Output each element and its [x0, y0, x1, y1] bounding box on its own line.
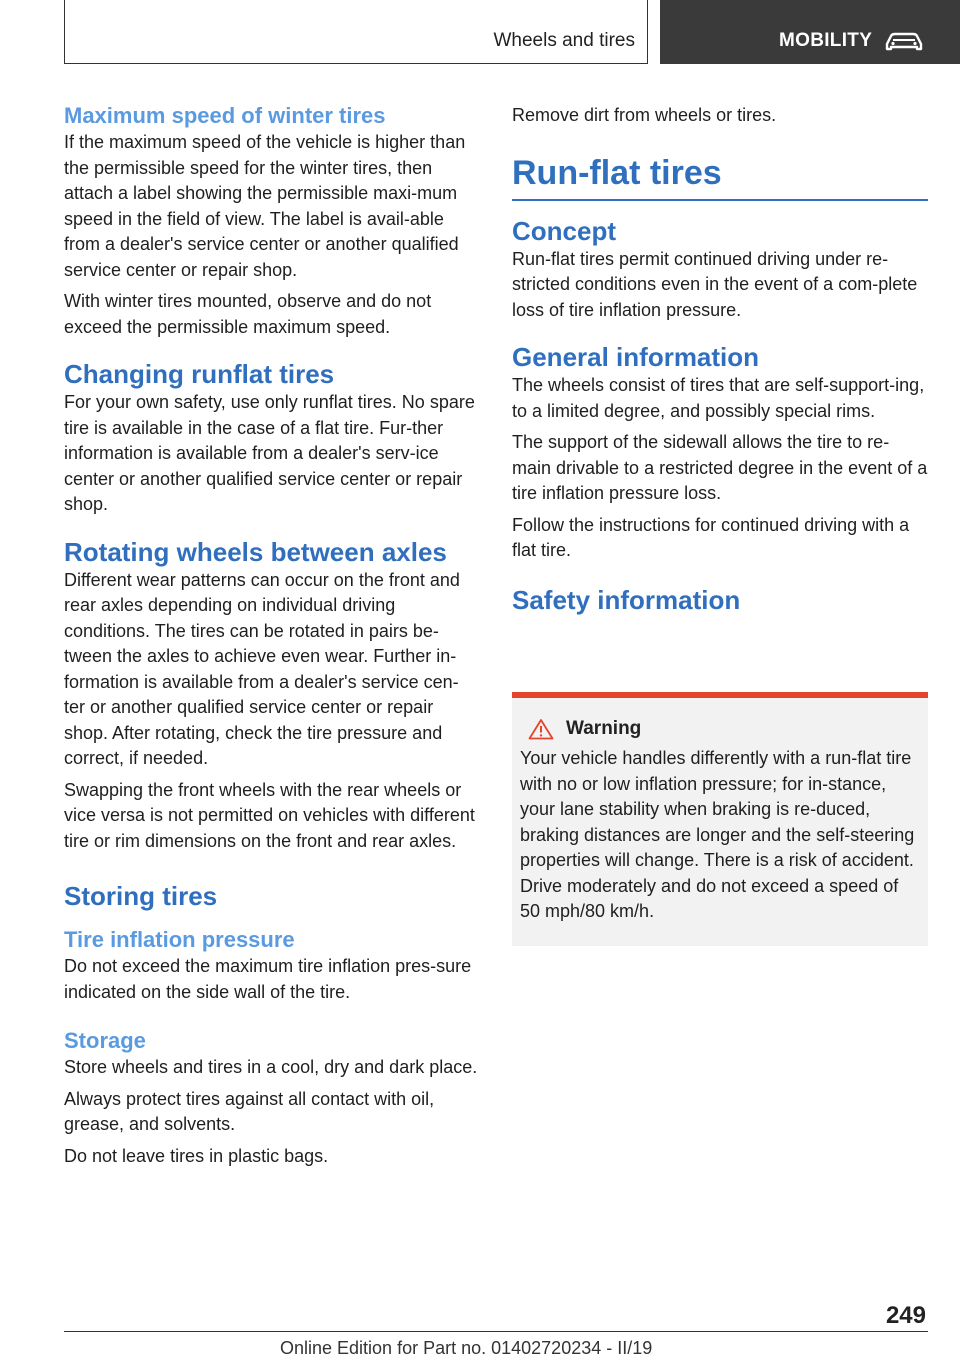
warning-triangle-icon: [528, 718, 554, 740]
page-number: 249: [885, 1302, 926, 1329]
car-icon: [884, 30, 924, 52]
paragraph: Remove dirt from wheels or tires.: [512, 105, 777, 125]
warning-title: Warning: [566, 718, 642, 739]
paragraph: Always protect tires against all contact with oil, grease, and solvents.: [64, 1088, 435, 1134]
heading-run-flat-tires: Run-flat tires: [512, 153, 928, 201]
heading-safety-information: Safety information: [512, 584, 741, 615]
paragraph: Follow the instructions for continued driving with a flat tire.: [512, 514, 910, 560]
section-title: Wheels and tires: [493, 30, 635, 51]
warning-header: [520, 718, 920, 740]
heading-winter-speed: Maximum speed of winter tires: [64, 103, 386, 128]
warning-box: [512, 692, 928, 946]
heading-general-information: General information: [512, 342, 760, 372]
heading-storage: Storage: [64, 1028, 146, 1053]
chapter-tab: [660, 0, 960, 64]
paragraph: Store wheels and tires in a cool, dry and dark place.: [64, 1057, 478, 1077]
heading-concept: Concept: [512, 215, 616, 246]
heading-storing: Storing tires: [64, 881, 218, 911]
left-column: [64, 100, 479, 1175]
paragraph: If the maximum speed of the vehicle is higher than the permissible speed for the winter tires, then attach a label showing the permissible maxi‐mum speed in the field of view. The label is avail‐able from a dealer's service center or another qualified service center or repair shop.: [64, 132, 466, 280]
paragraph: Run-flat tires permit continued driving under re‐stricted conditions even in the event of a com‐plete loss of tire inflation pressure.: [512, 248, 918, 320]
paragraph: The support of the sidewall allows the tire to re‐main drivable to a restricted degree in the event of a tire inflation pressure loss.: [512, 432, 928, 503]
footer-divider: [64, 1331, 928, 1332]
heading-changing-runflat: Changing runflat tires: [64, 359, 335, 389]
paragraph: The wheels consist of tires that are self-support‐ing, to a limited degree, and possibly special rims.: [512, 375, 925, 421]
warning-text: Your vehicle handles differently with a run-flat tire with no or low inflation pressure; for in‐stance, your lane stability when braking is re‐duced, braking distances are longer and the self-steering properties will change. There is a risk of accident. Drive moderately and do not exceed a speed of 50 mph/80 km/h.: [520, 748, 915, 921]
footer-edition: Online Edition for Part no. 01402720234 - II/19: [280, 1338, 653, 1358]
paragraph: Different wear patterns can occur on the front and rear axles depending on individual driving conditions. The tires can be rotated in pairs be‐tween the axles to achieve even wear. Further in‐formation is available from a dealer's service cen‐ter or another qualified service center or repair shop. After rotating, check the tire pressure and correct, if needed.: [64, 569, 460, 768]
paragraph: Swapping the front wheels with the rear wheels or vice versa is not permitted on vehicles with different tire or rim dimensions on the front and rear axles.: [64, 779, 475, 851]
heading-rotating: Rotating wheels between axles: [64, 536, 447, 567]
heading-tire-pressure: Tire inflation pressure: [64, 927, 295, 952]
paragraph: Do not exceed the maximum tire inflation pres‐sure indicated on the side wall of the tire.: [64, 956, 472, 1002]
chapter-label: MOBILITY: [779, 30, 873, 51]
paragraph: With winter tires mounted, observe and do not exceed the permissible maximum speed.: [64, 291, 432, 337]
paragraph: For your own safety, use only runflat tires. No spare tire is available in the case of a flat tire. Fur‐ther information is available from a dealer's serv‐ice center or another qualified service center or repair shop.: [64, 392, 475, 514]
right-column: [512, 100, 928, 616]
paragraph: Do not leave tires in plastic bags.: [64, 1145, 329, 1166]
